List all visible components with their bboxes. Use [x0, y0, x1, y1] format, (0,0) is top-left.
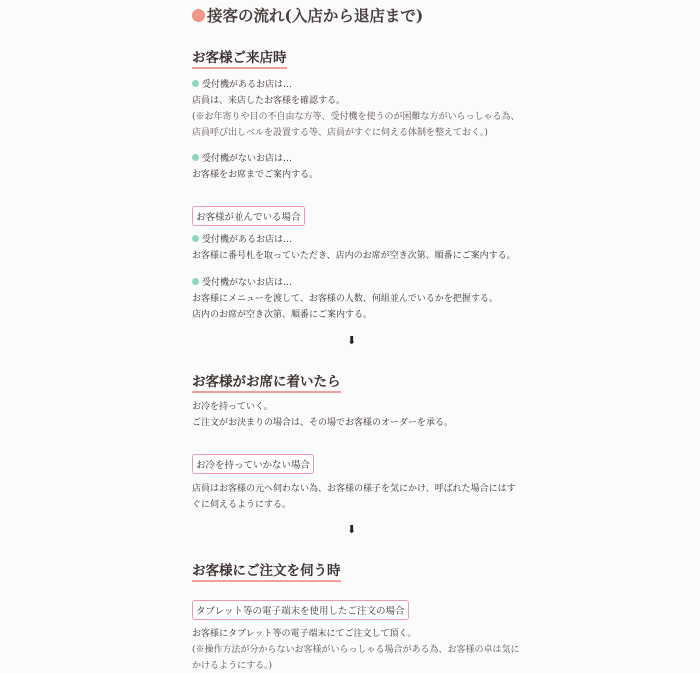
bullet-item-with-reception: 受付機があるお店は… — [192, 233, 292, 247]
bullet-item-no-reception: 受付機がないお店は… — [192, 152, 292, 166]
section-heading-arrival: お客様ご来店時 — [192, 46, 287, 69]
page-title-text: 接客の流れ(入店から退店まで) — [207, 6, 424, 25]
arrow-down-icon: ⬇ — [347, 523, 357, 536]
section-heading-seated: お客様がお席に着いたら — [192, 370, 341, 393]
text-line: 店員はお客様の元へ伺わない為、お客様の様子を気にかけ、呼ばれた場合にはす — [192, 484, 516, 494]
sub-heading-tablet: タブレット等の電子端末を使用したご注文の場合 — [192, 600, 409, 620]
bullet-item-no-reception: 受付機がないお店は… — [192, 276, 292, 290]
bullet-item-with-reception: 受付機があるお店は… — [192, 78, 292, 92]
sub-heading-no-water: お冷を持っていかない場合 — [192, 454, 314, 474]
arrow-down-icon: ⬇ — [347, 334, 357, 347]
note-line: かけるようにする。) — [192, 661, 273, 671]
text-line: お客様にタブレット等の電子端末にてご注文して頂く。 — [192, 629, 417, 639]
text-line: お客様に番号札を取っていただき、店内のお席が空き次第、順番にご案内する。 — [192, 251, 516, 261]
sub-heading-queue: お客様が並んでいる場合 — [192, 206, 305, 226]
text-line: お冷を持っていく。 — [192, 402, 273, 412]
text-line: お客様にメニューを渡して、お客様の人数、何組並んでいるかを把握する。 — [192, 294, 498, 304]
text-line: ぐに伺えるようにする。 — [192, 500, 292, 510]
circle-icon — [192, 9, 205, 22]
note-line: (※お年寄りや目の不自由な方等、受付機を使うのが困難な方がいらっしゃる為、 — [192, 112, 520, 122]
text-line: 店内のお席が空き次第、順番にご案内する。 — [192, 310, 373, 320]
text-line: 店員は、来店したお客様を確認する。 — [192, 96, 346, 106]
text-line: お客様をお席までご案内する。 — [192, 170, 319, 180]
note-line: (※操作方法が分からないお客様がいらっしゃる場合がある為、お客様の卓は気に — [192, 645, 520, 655]
text-line: ご注文がお決まりの場合は、その場でお客様のオーダーを承る。 — [192, 418, 454, 428]
page-title — [192, 4, 423, 26]
note-line: 店員呼び出しベルを設置する等、店員がすぐに伺える体制を整えておく。) — [192, 128, 488, 138]
section-heading-order: お客様にご注文を伺う時 — [192, 559, 341, 582]
